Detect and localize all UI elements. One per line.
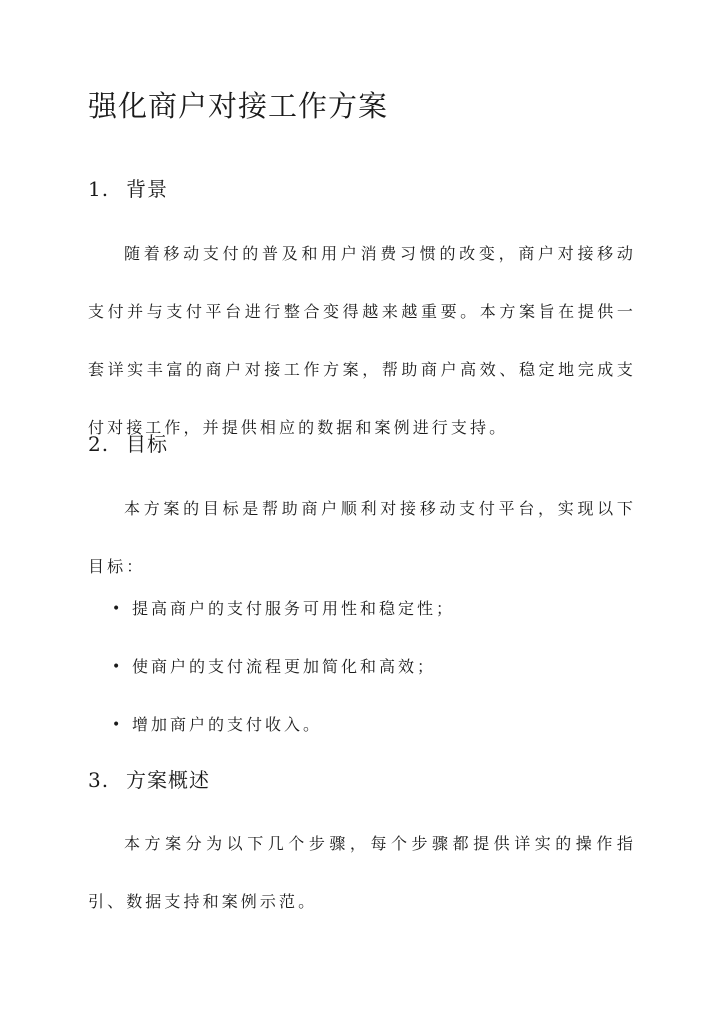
background-paragraph: 随着移动支付的普及和用户消费习惯的改变，商户对接移动支付并与支付平台进行整合变得越来越重要。本方案旨在提供一套详实丰富的商户对接工作方案，帮助商户高效、稳定地完成支付对接工作，并提供相应的数据和案例进行支持。 [88,244,636,437]
list-item [88,580,636,638]
bullet-icon: • [112,717,124,733]
bullet-icon: • [112,659,124,675]
section-number: 2. [88,432,110,456]
goals-bullet-list [88,580,636,754]
section-heading-background [88,174,168,204]
goals-paragraph: 本方案的目标是帮助商户顺利对接移动支付平台，实现以下目标： [88,499,636,576]
section-title: 背景 [126,177,168,201]
list-item [88,696,636,754]
list-item-text: 增加商户的支付收入。 [132,715,323,734]
section-number: 1. [88,177,110,201]
section-heading-overview [88,765,210,795]
list-item-text: 提高商户的支付服务可用性和稳定性； [132,599,456,618]
section-title: 目标 [126,432,168,456]
bullet-icon: • [112,601,124,617]
list-item-text: 使商户的支付流程更加简化和高效； [132,657,437,676]
section-heading-goals [88,429,168,459]
section-number: 3. [88,768,110,792]
document-title: 强化商户对接工作方案 [88,89,389,123]
list-item [88,638,636,696]
overview-paragraph: 本方案分为以下几个步骤，每个步骤都提供详实的操作指引、数据支持和案例示范。 [88,834,636,911]
section-title: 方案概述 [126,768,210,792]
